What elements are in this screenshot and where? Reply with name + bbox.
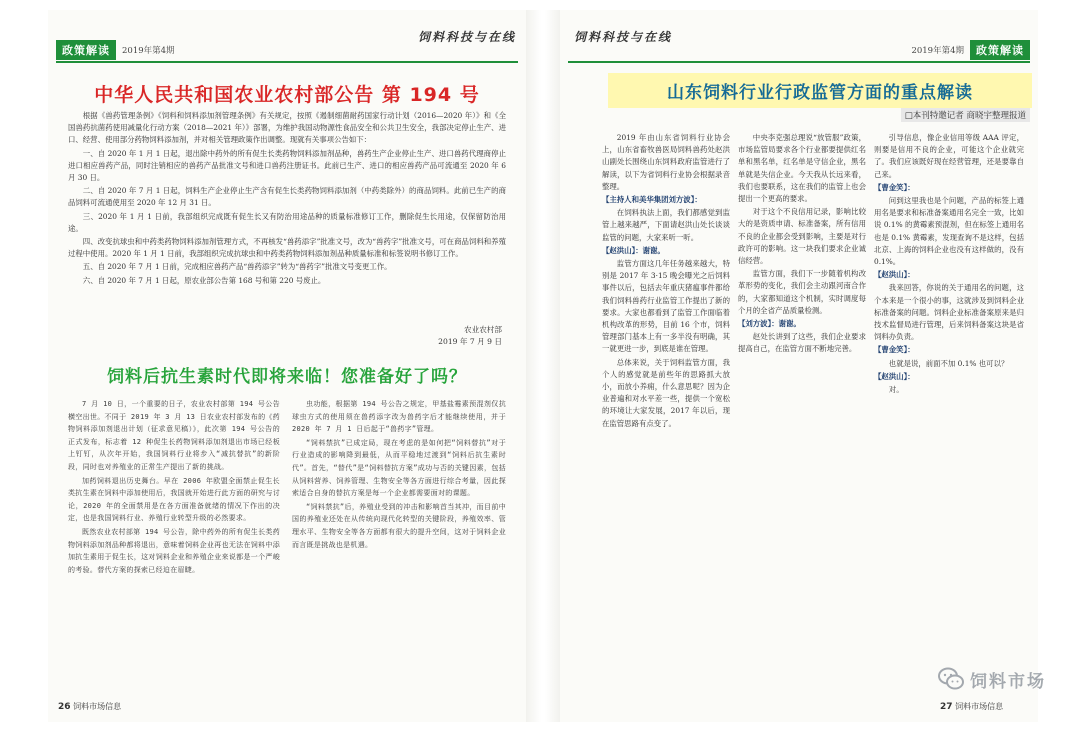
announcement-body: [68, 110, 506, 318]
article-paragraph: 对于这个不良信用记录，影响比较大的是资质申请、标准备案，所有信用不良的企业都会受到影响，主要是对行政许可的影响。这一块我们要求企业诚信经营。: [738, 207, 866, 266]
article-paragraph: 虫功能，根据第 194 号公告之规定，甲基盐霉素预混剂仅抗球虫方式的使用须在兽药添字改为兽药字后才能继续使用，并于 2020 年 7 月 1 日后起于“兽药字”管理。: [292, 400, 506, 434]
page-gutter: [526, 10, 560, 722]
article-paragraph: 加药饲料退出历史舞台。早在 2006 年欧盟全面禁止促生长类抗生素在饲料中添加使用后，我国就开始进行此方面的研究与讨论，2020 年的全面禁用是在各方面准备就绪的情况下作出的决定，也是我国饲料行业、养殖行业转型升级的必然要求。: [68, 476, 280, 523]
magazine-name: 饲料市场信息: [73, 702, 122, 711]
speaker-label: 【曹金笑】：: [874, 345, 915, 355]
speaker-label: 【赵洪山】：: [874, 371, 915, 381]
account-watermark: [938, 666, 1046, 692]
article-paragraph: “饲料禁抗”已成定局，现在考虑的是如何把“饲料替抗”对于行业造成的影响降到最低，从而平稳地过渡到“饲料后抗生素时代”。首先，“替代”是“饲料替抗方案”成功与否的关键因素，包括从饲料营养、饲养管理、生物安全等各方面进行综合考量，因此探索适合自身的替抗方案是每一个企业都需要面对的课题。: [292, 438, 506, 498]
article-column-3: [874, 132, 1024, 692]
signoff-org: 农业农村部: [464, 325, 502, 334]
article-paragraph: 2019 年由山东省饲料行业协会上，山东省畜牧兽医局饲料兽药处赵洪山副处长围绕山东饲料政府监管进行了解读，以下为省饲料行业协会根据录音整理。: [602, 133, 730, 191]
article-paragraph: 既然农业农村部第 194 号公告，除中药外的所有促生长类药物饲料添加剂品种都将退出，意味着饲料企业再也无法在饲料中添加抗生素用于促生长，这对饲料企业和养殖企业来说都是一个严峻的考验。替代方案的探索已经迫在眉睫。: [68, 527, 280, 574]
magazine-name: 饲料市场信息: [955, 702, 1004, 711]
article-paragraph: 监管方面，我们下一步随着机构改革形势的变化，我们会主动跟河南合作的，大家都知道这个机制，实时调度每个月的全省产品质量检测。: [738, 269, 866, 315]
right-page: [560, 10, 1038, 722]
announcement-item-5: 五、自 2020 年 7 月 1 日前，完成相应兽药产品“兽药添字”转为“兽药字”批准文号变更工作。: [82, 262, 392, 272]
speaker-label: 【赵洪山】：: [874, 270, 915, 280]
article-paragraph: 对。: [888, 385, 904, 395]
announcement-title: 中华人民共和国农业农村部公告 第 194 号: [94, 84, 480, 106]
article-column-1: [602, 132, 730, 692]
magazine-brand: 饲料科技与在线: [417, 30, 516, 44]
page-number: 27: [940, 702, 953, 712]
announcement-item-1: 一、自 2020 年 1 月 1 日起，退出除中药外的所有促生长类药物饲料添加剂品种，兽药生产企业停止生产、进口兽药代理商停止进口相应兽药产品，同时注销相应的兽药产品批准文号和进口兽药注册证书。此前已生产、进口的相应兽药产品可流通至 2020 年 6 月 30 日。: [68, 148, 506, 183]
speaker-label: 【刘方波】：谢谢。: [738, 319, 801, 329]
article-byline: □本刊特邀记者 商晓宇整理报道: [901, 108, 1030, 122]
article-paragraph: 引导信息，像企业信用等级 AAA 评定，则要是信用不良的企业，可能这个企业就完了。我们应该既好现在经营管理，还是要靠自己来。: [874, 133, 1024, 179]
article-paragraph: 也就是说，前面不加 0.1% 也可以？: [888, 358, 1009, 368]
right-page-header: [568, 40, 1030, 60]
speaker-label: 【曹金笑】：: [874, 182, 915, 192]
right-footer: [940, 701, 1003, 712]
issue-number: 2019年第4期: [122, 46, 175, 56]
speaker-label: 【赵洪山】：谢谢。: [602, 245, 665, 255]
watermark-text: 饲料市场: [970, 671, 1046, 692]
header-rule: [568, 61, 1030, 63]
announcement-item-6: 六、自 2020 年 7 月 1 日起，原农业部公告第 168 号和第 220 号废止。: [82, 275, 326, 285]
article-paragraph: 7 月 10 日，一个重要的日子，农业农村部第 194 号公告横空出世。不同于 2019 年 3 月 13 日农业农村部发布的《药物饲料添加剂退出计划（征求意见稿）》，此次第 194 号公告的正式发布，标志着 12 种促生长药物饲料添加剂退出市场已经板上钉钉，从次年开始，我国饲料行业将步入“减抗替抗”的新阶段，同时也对养殖业的正常生产提出了新的挑战。: [68, 400, 280, 471]
article-column-1: [68, 398, 280, 682]
article-paragraph: 我来回答，你说的关于通用名的问题，这个本来是一个很小的事，这就涉及到饲料企业标准备案的问题。饲料企业标准备案原来是归技术监督局进行管理，后来饲料备案这块是省饲料办负责。: [874, 283, 1024, 342]
signoff-date: 2019 年 7 月 9 日: [438, 337, 502, 346]
article-paragraph: 总体来说，关于饲料监管方面，我个人的感觉就是前些年的思路抓大放小，而放小养痈，什么意思呢？因为企业普遍和对水平差一些，提供一个宽松的环境让大家发展，2017 年以后，现在监管思路有点变了。: [602, 357, 730, 428]
magazine-brand: 饲料科技与在线: [574, 30, 673, 44]
article-column-2: [292, 398, 506, 682]
announcement-signoff: [438, 324, 502, 348]
section-tag: 政策解读: [970, 40, 1030, 60]
announcement-item-3: 三、2020 年 1 月 1 日前，我部组织完成既有促生长又有防治用途品种的质量标准修订工作，删除促生长用途，仅保留防治用途。: [68, 211, 506, 233]
article-paragraph: 赵处长讲到了这些，我们企业要求提高自己，在监管方面不断地完善。: [738, 332, 866, 354]
section-tag: 政策解读: [56, 40, 116, 60]
article-title: 饲料后抗生素时代即将来临！您准备好了吗？: [107, 367, 467, 387]
article-paragraph: 问到这里我也是个问题，产品的标签上通用名是要求和标准备案通用名完全一致，比如说 0.1% 的黄霉素预混剂，但在标签上通用名也是 0.1% 黄霉素，发现查询不是这样，包括北京、上海的饲料企业也没有这样做的，没有 0.1%。: [874, 196, 1024, 267]
article-paragraph: “饲料禁抗”后，养殖业受到的冲击和影响首当其冲，而目前中国的养殖业还处在从传统向现代化转型的关键阶段，养殖效率、管理水平、生物安全等各方面都有很大的提升空间，这对于饲料企业而言既是挑战也是机遇。: [292, 502, 506, 549]
left-footer: [58, 701, 121, 712]
page-number: 26: [58, 702, 71, 712]
speaker-label: 【主持人和美华集团刘方波】：: [602, 195, 702, 205]
article-paragraph: 中央李克强总理说“放管服”政策，市场监管局要求各个行业都要提供红名单和黑名单，红名单是守信企业，黑名单就是失信企业。今天我从长远来看，我们也要联系，这在我们的监管上也会提出一个更高的要求。: [738, 133, 866, 204]
left-page-header: [56, 40, 518, 60]
announcement-item-2: 二、自 2020 年 7 月 1 日起，饲料生产企业停止生产含有促生长类药物饲料添加剂（中药类除外）的商品饲料。此前已生产的商品饲料可流通使用至 2020 年 12 月 31 日。: [68, 186, 506, 208]
wechat-icon: [938, 666, 964, 692]
announcement-intro: 根据《兽药管理条例》《饲料和饲料添加剂管理条例》有关规定，按照《遏制细菌耐药国家行动计划（2016—2020 年）》和《全国兽药抗菌药使用减量化行动方案（2018—2021 年）》部署，为维护我国动物源性食品安全和公共卫生安全，我部决定停止生产、进口、经营、使用部分药物饲料添加剂，并对相关管理政策作出调整。现就有关事项公告如下：: [68, 111, 506, 145]
article-paragraph: 在饲料执法上面，我们都感觉到监管上越来越严，下面请赵洪山处长谈谈监管的问题，大家来听一听。: [602, 208, 730, 242]
announcement-item-4: 四、改变抗球虫和中药类药物饲料添加剂管理方式，不再核发“兽药添字”批准文号，改为“兽药字”批准文号，可在商品饲料和养殖过程中使用。2020 年 1 月 1 日前，我部组织完成抗球虫和中药类药物饲料添加剂品种质量标准和标签说明书修订工作。: [68, 237, 506, 259]
issue-number: 2019年第4期: [911, 46, 964, 56]
left-page: [48, 10, 526, 722]
article-title: 山东饲料行业行政监管方面的重点解读: [608, 73, 1032, 108]
header-rule: [56, 61, 518, 63]
article-paragraph: 监管方面这几年任务越来越大，特别是 2017 年 3·15 晚会曝光之后饲料事件以后，包括去年重庆猪瘟事件都给我们饲料兽药行业监管工作提出了新的要求。大家也都看到了监管工作面临着机构改革的形势，目前 16 个市，饲料管理部门基本上有一多半没有明确，其一就更进一步，到底是谁在管理。: [602, 259, 730, 354]
article-column-2: [738, 132, 866, 692]
